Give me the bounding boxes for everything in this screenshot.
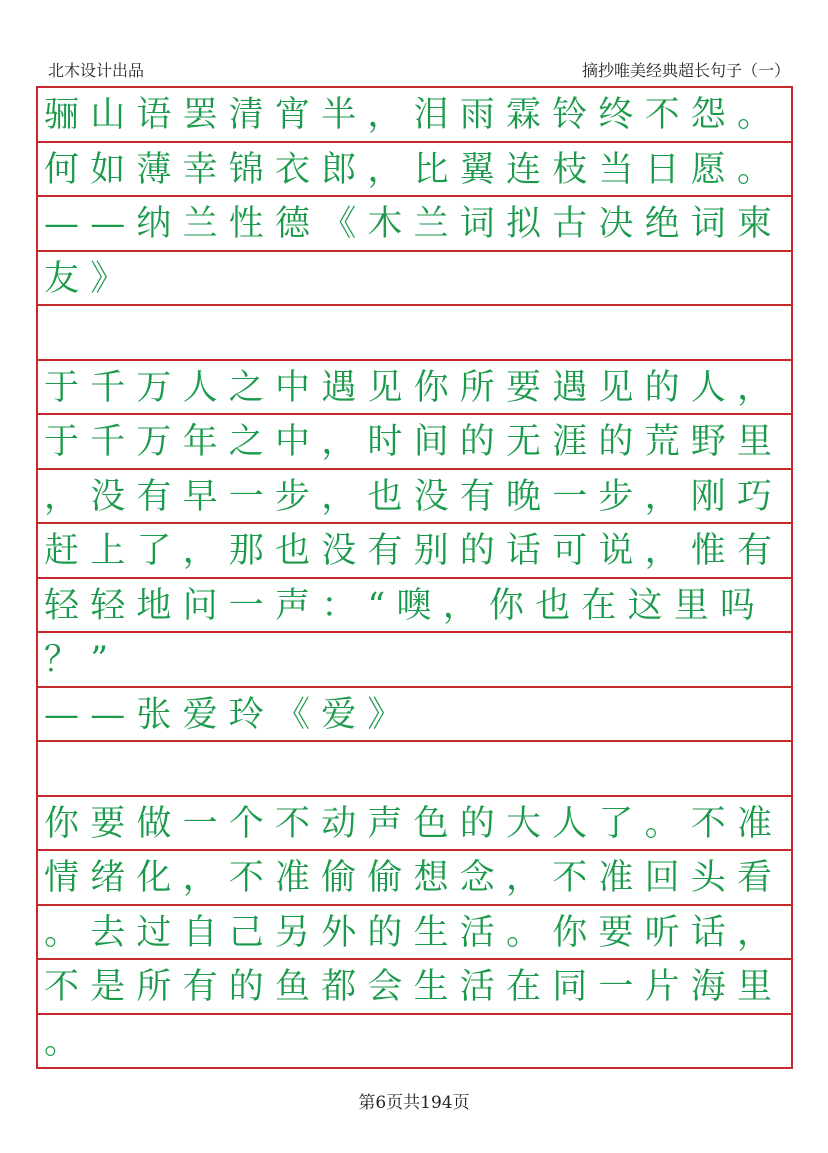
ruled-line — [38, 88, 791, 143]
ruled-line — [38, 415, 791, 470]
ruled-line — [38, 851, 791, 906]
handwritten-text: ——纳兰性德《木兰词拟古决绝词柬 — [44, 204, 784, 244]
handwritten-text: 。去过自己另外的生活。你要听话， — [44, 912, 784, 953]
header-title: 摘抄唯美经典超长句子（一） — [581, 61, 790, 80]
ruled-line — [38, 1015, 791, 1070]
ruled-line — [38, 633, 791, 688]
writing-sheet — [36, 86, 793, 1069]
ruled-line — [38, 579, 791, 634]
handwritten-text: 于千万人之中遇见你所要遇见的人， — [44, 367, 784, 408]
ruled-line — [38, 252, 791, 307]
handwritten-text: 轻轻地问一声：“噢，你也在这里吗 — [44, 585, 767, 626]
ruled-line — [38, 524, 791, 579]
ruled-line — [38, 361, 791, 416]
page-number: 第6页共194页 — [358, 1093, 470, 1113]
ruled-line — [38, 960, 791, 1015]
handwritten-text: 赶上了，那也没有别的话可说，惟有 — [44, 531, 784, 571]
ruled-line — [38, 470, 791, 525]
ruled-line — [38, 143, 791, 198]
ruled-line — [38, 688, 791, 743]
handwritten-text: 友》 — [44, 258, 137, 299]
handwritten-text: 情绪化，不准偷偷想念，不准回头看 — [44, 858, 784, 898]
handwritten-text: 。 — [44, 1021, 91, 1062]
header-publisher: 北木设计出品 — [48, 61, 145, 80]
ruled-line — [38, 797, 791, 852]
handwritten-text: ——张爱玲《爱》 — [44, 694, 414, 735]
handwritten-text: 于千万年之中，时间的无涯的荒野里 — [44, 422, 784, 462]
ruled-line — [38, 197, 791, 252]
handwritten-text: ，没有早一步，也没有晚一步，刚巧 — [44, 476, 784, 517]
handwritten-text: 你要做一个不动声色的大人了。不准 — [44, 803, 784, 844]
ruled-line — [38, 906, 791, 961]
handwritten-text: 不是所有的鱼都会生活在同一片海里 — [44, 967, 784, 1007]
handwritten-text: ？” — [44, 640, 120, 680]
ruled-line — [38, 742, 791, 797]
handwritten-text: 何如薄幸锦衣郎，比翼连枝当日愿。 — [44, 149, 784, 190]
ruled-line — [38, 306, 791, 361]
handwritten-text: 骊山语罢清宵半，泪雨霖铃终不怨。 — [44, 95, 784, 135]
